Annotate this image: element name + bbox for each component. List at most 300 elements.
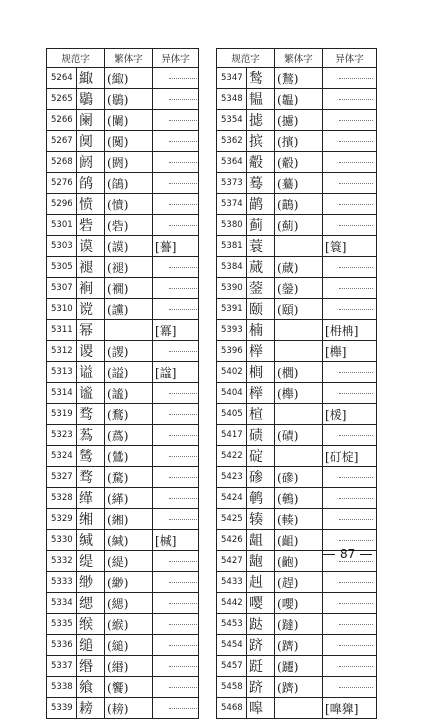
standard-character: 榉: [247, 341, 275, 362]
dotted-leader: [339, 393, 373, 394]
entry-number: 5312: [47, 341, 77, 362]
traditional-form: (鵮): [105, 173, 153, 194]
dotted-leader: [169, 99, 199, 100]
dotted-leader: [339, 267, 373, 268]
dotted-leader: [339, 519, 373, 520]
entry-number: 5319: [47, 404, 77, 425]
standard-character: 鹙: [247, 68, 275, 89]
traditional-form: (饗): [105, 677, 153, 698]
standard-character: 鹐: [77, 173, 105, 194]
table-row: [47, 656, 199, 677]
standard-character: 谧: [77, 383, 105, 404]
table-row: [47, 173, 199, 194]
variant-form: [323, 635, 377, 656]
entry-number: 5362: [217, 131, 247, 152]
variant-form: [323, 215, 377, 236]
dotted-leader: [169, 435, 199, 436]
standard-character: 缃: [77, 509, 105, 530]
table-row: [217, 152, 377, 173]
standard-character: 跹: [247, 656, 275, 677]
entry-number: 5296: [47, 194, 77, 215]
standard-character: 榉: [247, 383, 275, 404]
table-row: [47, 68, 199, 89]
header-traditional: 繁体字: [275, 49, 323, 68]
dotted-leader: [339, 645, 373, 646]
table-row: [217, 488, 377, 509]
standard-character: 鹋: [247, 194, 275, 215]
variant-form: [323, 593, 377, 614]
entry-number: 5384: [217, 257, 247, 278]
entry-number: 5332: [47, 551, 77, 572]
variant-form: [323, 278, 377, 299]
dotted-leader: [339, 204, 373, 205]
dotted-leader: [339, 624, 373, 625]
dotted-leader: [169, 204, 199, 205]
variant-form: [323, 152, 377, 173]
entry-number: 5393: [217, 320, 247, 341]
standard-character: 鹌: [247, 488, 275, 509]
dotted-leader: [339, 561, 373, 562]
traditional-form: (頤): [275, 299, 323, 320]
traditional-form: (驀): [275, 173, 323, 194]
variant-form: [153, 530, 199, 551]
entry-number: 5335: [47, 614, 77, 635]
standard-character: 缄: [77, 530, 105, 551]
entry-number: 5330: [47, 530, 77, 551]
dotted-leader: [339, 582, 373, 583]
traditional-form: (緙): [105, 488, 153, 509]
standard-character: 碛: [247, 425, 275, 446]
entry-number: 5266: [47, 110, 77, 131]
traditional-form: (褪): [105, 257, 153, 278]
entry-number: 5276: [47, 173, 77, 194]
variant-form: [153, 677, 199, 698]
variant-form: [323, 194, 377, 215]
standard-character: 飨: [77, 677, 105, 698]
traditional-form: (趕): [275, 572, 323, 593]
variant-form: [153, 341, 199, 362]
entry-number: 5364: [217, 152, 247, 173]
variant-form: [153, 572, 199, 593]
traditional-form: (鶡): [105, 89, 153, 110]
traditional-form: (躋): [275, 635, 323, 656]
table-row: [47, 593, 199, 614]
dotted-leader: [169, 393, 199, 394]
entry-number: 5268: [47, 152, 77, 173]
traditional-form: (嚶): [275, 593, 323, 614]
variant-form: [153, 278, 199, 299]
traditional-form: (躚): [275, 656, 323, 677]
entry-number: 5338: [47, 677, 77, 698]
entry-number: 5390: [217, 278, 247, 299]
standard-character: 緅: [77, 68, 105, 89]
header-variant: 异体字: [323, 49, 377, 68]
standard-character: 缒: [77, 635, 105, 656]
traditional-form: (磣): [275, 467, 323, 488]
table-row: [217, 362, 377, 383]
variant-text: [枏柟]: [325, 323, 359, 338]
dotted-leader: [169, 141, 199, 142]
dotted-leader: [169, 708, 199, 709]
standard-character: 颐: [247, 299, 275, 320]
dotted-leader: [339, 435, 373, 436]
entry-number: 5380: [217, 215, 247, 236]
variant-form: [323, 425, 377, 446]
table-row: [47, 530, 199, 551]
table-row: [47, 467, 199, 488]
variant-text: [簑]: [325, 239, 347, 254]
header-variant: 异体字: [153, 49, 199, 68]
variant-form: [323, 509, 377, 530]
dotted-leader: [339, 225, 373, 226]
dotted-leader: [169, 183, 199, 184]
table-row: [217, 257, 377, 278]
standard-character: 榈: [247, 362, 275, 383]
standard-character: 骛: [77, 404, 105, 425]
table-row: [47, 131, 199, 152]
table-row: [217, 404, 377, 425]
dotted-leader: [339, 666, 373, 667]
standard-character: 褪: [77, 257, 105, 278]
variant-form: [323, 89, 377, 110]
traditional-form: (鎣): [275, 278, 323, 299]
dotted-leader: [169, 603, 199, 604]
variant-form: [153, 257, 199, 278]
variant-form: [323, 299, 377, 320]
table-row: [217, 110, 377, 131]
traditional-form: (蕆): [275, 257, 323, 278]
standard-character: 嗥: [247, 698, 275, 719]
entry-number: 5314: [47, 383, 77, 404]
dotted-leader: [169, 519, 199, 520]
standard-character: 摈: [247, 131, 275, 152]
variant-form: [323, 362, 377, 383]
standard-character: 蒇: [247, 257, 275, 278]
standard-character: 缂: [77, 488, 105, 509]
entry-number: 5427: [217, 551, 247, 572]
entry-number: 5305: [47, 257, 77, 278]
traditional-form: (緲): [105, 572, 153, 593]
standard-character: 阒: [77, 131, 105, 152]
table-row: [217, 614, 377, 635]
table-row: [217, 509, 377, 530]
variant-text: [諡]: [155, 365, 177, 380]
traditional-form: [275, 341, 323, 362]
table-row: [47, 152, 199, 173]
traditional-form: (縋): [105, 635, 153, 656]
table-row: [217, 572, 377, 593]
traditional-form: (緘): [105, 530, 153, 551]
entry-number: 5468: [217, 698, 247, 719]
entry-number: 5442: [217, 593, 247, 614]
traditional-form: (擯): [275, 131, 323, 152]
table-row: [47, 572, 199, 593]
entry-number: 5457: [217, 656, 247, 677]
entry-number: 5433: [217, 572, 247, 593]
standard-character: 谟: [77, 236, 105, 257]
dotted-leader: [169, 162, 199, 163]
variant-form: [153, 68, 199, 89]
traditional-form: (憤): [105, 194, 153, 215]
dotted-leader: [339, 540, 373, 541]
standard-character: 赳: [247, 572, 275, 593]
traditional-form: (緱): [105, 614, 153, 635]
dotted-leader: [169, 477, 199, 478]
table-row: [47, 89, 199, 110]
entry-number: 5329: [47, 509, 77, 530]
traditional-form: (攄): [275, 110, 323, 131]
entry-number: 5405: [217, 404, 247, 425]
entry-number: 5339: [47, 698, 77, 719]
dotted-leader: [339, 288, 373, 289]
variant-text: [椷]: [155, 533, 177, 548]
standard-character: 砦: [77, 215, 105, 236]
standard-character: 蓦: [247, 173, 275, 194]
table-row: [47, 446, 199, 467]
variant-form: [153, 509, 199, 530]
variant-form: [323, 383, 377, 404]
entry-number: 5417: [217, 425, 247, 446]
entry-number: 5374: [217, 194, 247, 215]
dotted-leader: [169, 78, 199, 79]
entry-number: 5373: [217, 173, 247, 194]
variant-form: [323, 698, 377, 719]
standard-character: 谥: [77, 362, 105, 383]
table-row: [217, 698, 377, 719]
table-row: [47, 383, 199, 404]
table-row: [47, 236, 199, 257]
traditional-form: (鶩): [105, 404, 153, 425]
entry-number: 5426: [217, 530, 247, 551]
entry-number: 5422: [217, 446, 247, 467]
table-row: [47, 425, 199, 446]
entry-number: 5328: [47, 488, 77, 509]
standard-character: 鶡: [77, 89, 105, 110]
right-character-table: [216, 48, 377, 719]
entry-number: 5324: [47, 446, 77, 467]
standard-character: 嘤: [247, 593, 275, 614]
dotted-leader: [339, 183, 373, 184]
dotted-leader: [169, 624, 199, 625]
dotted-leader: [339, 141, 373, 142]
variant-form: [323, 68, 377, 89]
variant-form: [153, 404, 199, 425]
standard-character: 碇: [247, 446, 275, 467]
table-row: [217, 320, 377, 341]
table-row: [47, 488, 199, 509]
variant-form: [323, 173, 377, 194]
standard-character: 韫: [247, 89, 275, 110]
standard-character: 幂: [77, 320, 105, 341]
variant-form: [153, 110, 199, 131]
traditional-form: (闌): [105, 110, 153, 131]
entry-number: 5354: [217, 110, 247, 131]
dotted-leader: [169, 225, 199, 226]
table-row: [217, 236, 377, 257]
table-row: [217, 341, 377, 362]
dotted-leader: [169, 309, 199, 310]
traditional-form: (謨): [105, 236, 153, 257]
traditional-form: (閼): [105, 152, 153, 173]
standard-character: 觳: [247, 152, 275, 173]
standard-character: 跶: [247, 614, 275, 635]
entry-number: 5454: [217, 635, 247, 656]
traditional-form: (磧): [275, 425, 323, 446]
table-row: [47, 698, 199, 719]
table-row: [217, 383, 377, 404]
variant-form: [153, 236, 199, 257]
traditional-form: (闃): [105, 131, 153, 152]
dotted-leader: [339, 687, 373, 688]
traditional-form: (鵪): [275, 488, 323, 509]
traditional-form: (躂): [275, 614, 323, 635]
traditional-form: (輳): [275, 509, 323, 530]
traditional-form: (讜): [105, 299, 153, 320]
entry-number: 5267: [47, 131, 77, 152]
traditional-form: (鷥): [105, 446, 153, 467]
page-dash-left: [323, 554, 335, 555]
traditional-form: (騖): [105, 467, 153, 488]
standard-character: 鸶: [77, 446, 105, 467]
variant-form: [153, 215, 199, 236]
traditional-form: (襉): [105, 278, 153, 299]
entry-number: 5333: [47, 572, 77, 593]
traditional-form: (櫸): [275, 383, 323, 404]
standard-character: 缌: [77, 593, 105, 614]
table-row: [217, 173, 377, 194]
page-number-text: 87: [340, 547, 356, 561]
variant-form: [153, 173, 199, 194]
variant-form: [153, 299, 199, 320]
standard-character: 龃: [247, 530, 275, 551]
variant-form: [323, 467, 377, 488]
header-standard: 规范字: [47, 49, 105, 68]
table-row: [47, 194, 199, 215]
dotted-leader: [169, 120, 199, 121]
dotted-leader: [169, 645, 199, 646]
standard-character: 谠: [77, 299, 105, 320]
table-row: [217, 677, 377, 698]
header-standard: 规范字: [217, 49, 275, 68]
table-row: [217, 89, 377, 110]
traditional-form: (砦): [105, 215, 153, 236]
header-traditional: 繁体字: [105, 49, 153, 68]
dotted-leader: [169, 582, 199, 583]
table-row: [47, 509, 199, 530]
entry-number: 5307: [47, 278, 77, 299]
variant-form: [323, 236, 377, 257]
traditional-form: (緦): [105, 593, 153, 614]
dotted-leader: [339, 99, 373, 100]
variant-form: [153, 362, 199, 383]
traditional-form: (緗): [105, 509, 153, 530]
dotted-leader: [169, 456, 199, 457]
table-row: [47, 677, 199, 698]
entry-number: 5313: [47, 362, 77, 383]
variant-form: [323, 320, 377, 341]
entry-number: 5402: [217, 362, 247, 383]
entry-number: 5334: [47, 593, 77, 614]
table-row: [217, 425, 377, 446]
traditional-form: [275, 320, 323, 341]
standard-character: 跻: [247, 677, 275, 698]
variant-form: [153, 194, 199, 215]
traditional-form: (緅): [105, 68, 153, 89]
variant-form: [153, 89, 199, 110]
dotted-leader: [169, 498, 199, 499]
standard-character: 辏: [247, 509, 275, 530]
variant-form: [153, 383, 199, 404]
entry-number: 5311: [47, 320, 77, 341]
table-row: [47, 614, 199, 635]
traditional-form: (躋): [275, 677, 323, 698]
dotted-leader: [169, 414, 199, 415]
variant-form: [153, 551, 199, 572]
dotted-leader: [169, 267, 199, 268]
entry-number: 5348: [217, 89, 247, 110]
variant-form: [323, 131, 377, 152]
variant-form: [153, 593, 199, 614]
traditional-form: (觳): [275, 152, 323, 173]
entry-number: 5336: [47, 635, 77, 656]
variant-form: [153, 614, 199, 635]
variant-form: [153, 656, 199, 677]
dotted-leader: [169, 687, 199, 688]
standard-character: 蓥: [247, 278, 275, 299]
traditional-form: (謖): [105, 341, 153, 362]
variant-text: [謩]: [155, 239, 177, 254]
traditional-form: (薊): [275, 215, 323, 236]
standard-character: 摅: [247, 110, 275, 131]
standard-character: 龅: [247, 551, 275, 572]
entry-number: 5265: [47, 89, 77, 110]
standard-character: 缈: [77, 572, 105, 593]
table-row: [47, 341, 199, 362]
standard-character: 阏: [77, 152, 105, 173]
variant-form: [153, 467, 199, 488]
standard-character: 楠: [247, 320, 275, 341]
standard-character: 蓟: [247, 215, 275, 236]
standard-character: 楦: [247, 404, 275, 425]
variant-form: [153, 131, 199, 152]
header-row: [217, 49, 377, 68]
table-row: [217, 593, 377, 614]
traditional-form: (韞): [275, 89, 323, 110]
table-row: [217, 278, 377, 299]
entry-number: 5347: [217, 68, 247, 89]
entry-number: 5323: [47, 425, 77, 446]
traditional-form: [275, 698, 323, 719]
traditional-form: (蔿): [105, 425, 153, 446]
page-number: [318, 547, 377, 561]
variant-text: [楥]: [325, 407, 347, 422]
dotted-leader: [169, 561, 199, 562]
entry-number: 5391: [217, 299, 247, 320]
standard-character: 缗: [77, 656, 105, 677]
traditional-form: (緹): [105, 551, 153, 572]
variant-form: [153, 635, 199, 656]
traditional-form: [275, 446, 323, 467]
traditional-form: (齟): [275, 530, 323, 551]
traditional-form: (鶖): [275, 68, 323, 89]
dotted-leader: [339, 498, 373, 499]
table-row: [217, 299, 377, 320]
variant-form: [153, 425, 199, 446]
dotted-leader: [339, 477, 373, 478]
variant-form: [153, 488, 199, 509]
variant-form: [153, 152, 199, 173]
table-row: [47, 320, 199, 341]
